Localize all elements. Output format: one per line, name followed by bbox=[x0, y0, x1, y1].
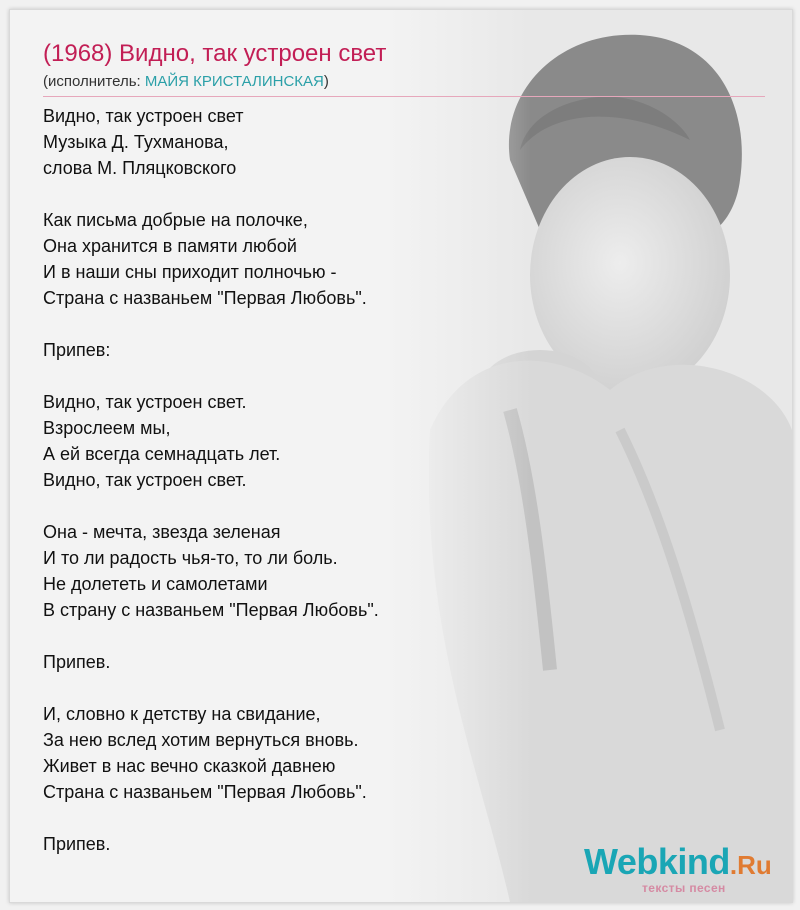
logo-domain-text: .Ru bbox=[729, 850, 772, 880]
lyric-line: Страна с названьем "Первая Любовь". bbox=[43, 288, 367, 308]
lyric-line bbox=[43, 493, 379, 519]
lyric-line: В страну с названьем "Первая Любовь". bbox=[43, 600, 379, 620]
lyric-line: За нею вслед хотим вернуться вновь. bbox=[43, 730, 359, 750]
lyric-line: И, словно к детству на свидание, bbox=[43, 704, 321, 724]
lyric-line: Видно, так устроен свет. bbox=[43, 392, 247, 412]
logo-main-text: Webkind bbox=[584, 841, 730, 882]
lyric-line: Не долететь и самолетами bbox=[43, 574, 268, 594]
lyric-line: А ей всегда семнадцать лет. bbox=[43, 444, 281, 464]
performer-suffix: ) bbox=[323, 73, 329, 90]
lyric-line: Страна с названьем "Первая Любовь". bbox=[43, 782, 367, 802]
webkind-logo[interactable] bbox=[584, 841, 772, 895]
lyric-line: Музыка Д. Тухманова, bbox=[43, 132, 229, 152]
lyric-line bbox=[43, 181, 379, 207]
performer-link[interactable]: МАЙЯ КРИСТАЛИНСКАЯ bbox=[144, 73, 324, 90]
lyric-line: Припев. bbox=[43, 834, 111, 854]
lyric-line: Живет в нас вечно сказкой давнею bbox=[43, 756, 336, 776]
lyric-line bbox=[43, 675, 379, 701]
performer-line bbox=[43, 73, 329, 90]
lyric-line: Она хранится в памяти любой bbox=[43, 236, 297, 256]
lyrics-text bbox=[43, 103, 379, 857]
lyric-line: Взрослеем мы, bbox=[43, 418, 171, 438]
lyric-line: Как письма добрые на полочке, bbox=[43, 210, 308, 230]
lyric-line bbox=[43, 363, 379, 389]
lyric-line: И в наши сны приходит полночью - bbox=[43, 262, 337, 282]
song-title: (1968) Видно, так устроен свет bbox=[43, 40, 387, 67]
performer-prefix: (исполнитель: bbox=[43, 73, 145, 90]
lyric-line: Видно, так устроен свет bbox=[43, 106, 244, 126]
lyric-line: Видно, так устроен свет. bbox=[43, 470, 247, 490]
lyric-line: Припев: bbox=[43, 340, 111, 360]
lyrics-card bbox=[9, 9, 793, 903]
lyric-line bbox=[43, 623, 379, 649]
lyric-line: Она - мечта, звезда зеленая bbox=[43, 522, 281, 542]
lyric-line: Припев. bbox=[43, 652, 111, 672]
title-divider bbox=[43, 96, 765, 97]
singer-photo bbox=[390, 10, 792, 902]
lyric-line bbox=[43, 311, 379, 337]
lyric-line bbox=[43, 805, 379, 831]
lyric-line: И то ли радость чья-то, то ли боль. bbox=[43, 548, 338, 568]
logo-tagline: тексты песен bbox=[642, 881, 726, 895]
lyric-line: слова М. Пляцковского bbox=[43, 158, 237, 178]
